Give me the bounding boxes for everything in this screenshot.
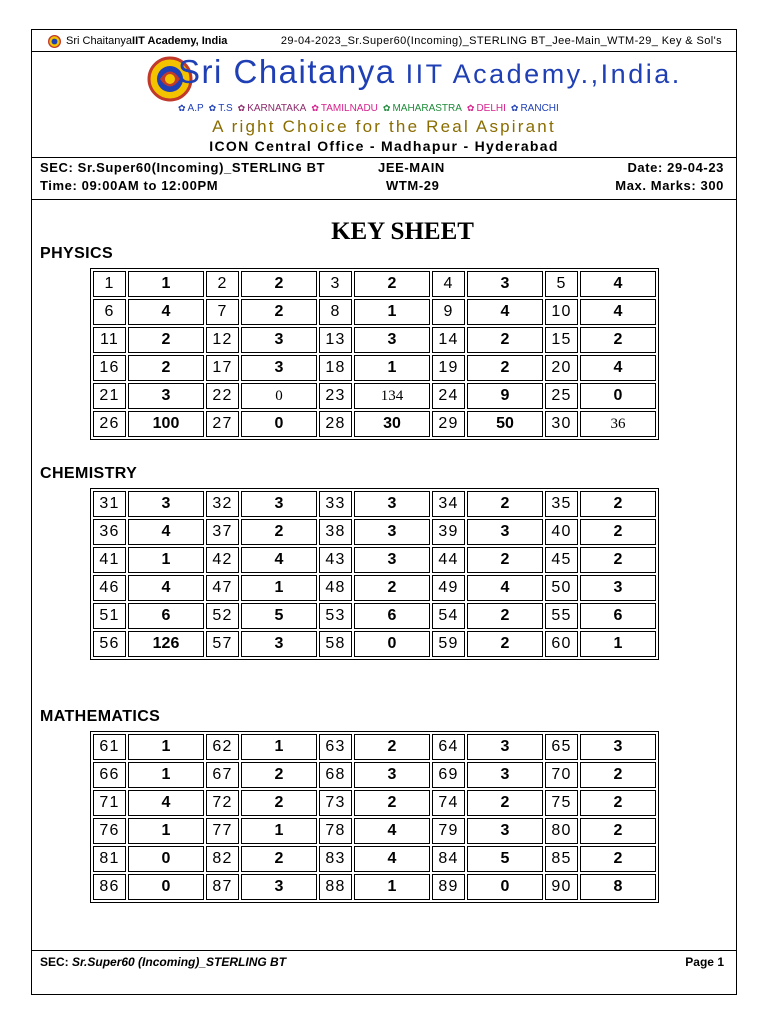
question-number: 90 (545, 874, 578, 900)
state-list (178, 103, 564, 114)
answer-value: 2 (580, 790, 656, 816)
answer-value: 0 (354, 631, 430, 657)
table-row (93, 327, 656, 353)
question-number: 32 (206, 491, 239, 517)
question-number: 27 (206, 411, 239, 437)
answer-value: 1 (354, 355, 430, 381)
answer-value: 6 (580, 603, 656, 629)
question-number: 54 (432, 603, 465, 629)
question-number: 71 (93, 790, 126, 816)
answer-value: 100 (128, 411, 204, 437)
answer-value: 1 (241, 818, 317, 844)
flower-bullet-icon: ✿ (466, 103, 475, 113)
answer-value: 2 (467, 355, 543, 381)
question-number: 64 (432, 734, 465, 760)
answer-value: 2 (241, 299, 317, 325)
question-number: 58 (319, 631, 352, 657)
question-number: 49 (432, 575, 465, 601)
section-info: SEC: Sr.Super60(Incoming)_STERLING BT (40, 160, 326, 175)
answer-value: 4 (580, 355, 656, 381)
answer-value: 30 (354, 411, 430, 437)
question-number: 2 (206, 271, 239, 297)
flower-bullet-icon: ✿ (178, 103, 186, 113)
state-label: TAMILNADU (320, 103, 378, 114)
flower-bullet-icon: ✿ (208, 103, 217, 113)
answer-value: 2 (467, 603, 543, 629)
question-number: 19 (432, 355, 465, 381)
institute-name-suffix: IIT Academy.,India. (395, 59, 682, 89)
table-row (93, 874, 656, 900)
table-row (93, 603, 656, 629)
answer-value: 5 (241, 603, 317, 629)
answer-value: 8 (580, 874, 656, 900)
question-number: 39 (432, 519, 465, 545)
answer-key-table (90, 268, 659, 440)
institute-logo-small-icon (48, 35, 61, 48)
table-row (93, 762, 656, 788)
answer-value: 2 (580, 547, 656, 573)
question-number: 69 (432, 762, 465, 788)
question-number: 74 (432, 790, 465, 816)
answer-value: 3 (241, 491, 317, 517)
page-number: Page 1 (685, 955, 724, 969)
answer-value: 4 (354, 818, 430, 844)
question-number: 30 (545, 411, 578, 437)
question-number: 68 (319, 762, 352, 788)
answer-value: 1 (128, 818, 204, 844)
question-number: 80 (545, 818, 578, 844)
answer-value: 2 (467, 790, 543, 816)
tagline: A right Choice for the Real Aspirant (212, 117, 556, 136)
question-number: 9 (432, 299, 465, 325)
question-number: 44 (432, 547, 465, 573)
answer-value: 2 (241, 790, 317, 816)
table-row (93, 519, 656, 545)
answer-value: 50 (467, 411, 543, 437)
state-item (467, 103, 506, 114)
key-sheet-title: KEY SHEET (331, 218, 474, 245)
question-number: 82 (206, 846, 239, 872)
answer-value: 1 (128, 271, 204, 297)
answer-value: 9 (467, 383, 543, 409)
answer-value: 4 (580, 271, 656, 297)
question-number: 50 (545, 575, 578, 601)
answer-value: 2 (241, 519, 317, 545)
question-number: 86 (93, 874, 126, 900)
answer-value: 2 (467, 547, 543, 573)
question-number: 59 (432, 631, 465, 657)
question-number: 77 (206, 818, 239, 844)
answer-value: 2 (241, 271, 317, 297)
question-number: 55 (545, 603, 578, 629)
institute-name (178, 53, 682, 91)
question-number: 57 (206, 631, 239, 657)
info-bottom-rule (31, 199, 737, 200)
answer-value: 3 (354, 547, 430, 573)
state-label: A.P (187, 103, 204, 114)
footer-rule (31, 950, 737, 951)
question-number: 37 (206, 519, 239, 545)
answer-key-table (90, 731, 659, 903)
answer-value: 3 (241, 631, 317, 657)
running-header-academy: IIT Academy, India (132, 35, 228, 47)
question-number: 34 (432, 491, 465, 517)
test-code: WTM-29 (386, 178, 440, 193)
question-number: 7 (206, 299, 239, 325)
question-number: 42 (206, 547, 239, 573)
answer-value: 3 (128, 383, 204, 409)
answer-value: 1 (580, 631, 656, 657)
question-number: 26 (93, 411, 126, 437)
question-number: 16 (93, 355, 126, 381)
answer-value: 4 (241, 547, 317, 573)
table-row (93, 491, 656, 517)
state-item (511, 103, 559, 114)
question-number: 63 (319, 734, 352, 760)
question-number: 84 (432, 846, 465, 872)
answer-value: 4 (128, 519, 204, 545)
answer-value: 3 (241, 874, 317, 900)
answer-value: 3 (128, 491, 204, 517)
answer-value: 2 (354, 271, 430, 297)
question-number: 4 (432, 271, 465, 297)
answer-value: 2 (580, 846, 656, 872)
subject-heading: CHEMISTRY (40, 465, 138, 482)
question-number: 81 (93, 846, 126, 872)
question-number: 72 (206, 790, 239, 816)
question-number: 46 (93, 575, 126, 601)
state-label: DELHI (476, 103, 506, 114)
office-address: ICON Central Office - Madhapur - Hyderabad (209, 138, 559, 154)
answer-value: 4 (354, 846, 430, 872)
answer-value: 2 (354, 734, 430, 760)
question-number: 14 (432, 327, 465, 353)
question-number: 8 (319, 299, 352, 325)
question-number: 15 (545, 327, 578, 353)
state-label: MAHARASTRA (392, 103, 462, 114)
exam-time: Time: 09:00AM to 12:00PM (40, 178, 219, 193)
state-label: RANCHI (520, 103, 559, 114)
question-number: 38 (319, 519, 352, 545)
answer-value: 3 (467, 762, 543, 788)
answer-value: 2 (467, 631, 543, 657)
question-number: 10 (545, 299, 578, 325)
question-number: 51 (93, 603, 126, 629)
answer-value: 3 (354, 519, 430, 545)
answer-value: 1 (128, 547, 204, 573)
question-number: 87 (206, 874, 239, 900)
question-number: 78 (319, 818, 352, 844)
answer-value: 2 (467, 327, 543, 353)
max-marks: Max. Marks: 300 (615, 178, 724, 193)
state-item (311, 103, 378, 114)
question-number: 67 (206, 762, 239, 788)
header-rule (31, 51, 737, 52)
answer-value: 0 (580, 383, 656, 409)
question-number: 1 (93, 271, 126, 297)
question-number: 20 (545, 355, 578, 381)
answer-value: 4 (467, 575, 543, 601)
answer-value: 4 (128, 575, 204, 601)
answer-value: 2 (241, 846, 317, 872)
table-row (93, 383, 656, 409)
question-number: 13 (319, 327, 352, 353)
question-number: 21 (93, 383, 126, 409)
answer-value: 1 (354, 299, 430, 325)
institute-name-main: Sri Chaitanya (178, 53, 396, 90)
flower-bullet-icon: ✿ (311, 103, 319, 113)
question-number: 65 (545, 734, 578, 760)
question-number: 40 (545, 519, 578, 545)
question-number: 76 (93, 818, 126, 844)
table-row (93, 271, 656, 297)
answer-value: 0 (241, 383, 317, 409)
answer-value: 4 (580, 299, 656, 325)
state-item (238, 103, 307, 114)
answer-value: 3 (354, 327, 430, 353)
answer-value: 2 (580, 818, 656, 844)
table-row (93, 575, 656, 601)
table-row (93, 818, 656, 844)
answer-value: 4 (128, 790, 204, 816)
question-number: 48 (319, 575, 352, 601)
answer-value: 5 (467, 846, 543, 872)
question-number: 73 (319, 790, 352, 816)
answer-value: 3 (467, 271, 543, 297)
question-number: 66 (93, 762, 126, 788)
question-number: 17 (206, 355, 239, 381)
info-row-2 (40, 178, 724, 196)
answer-value: 6 (354, 603, 430, 629)
question-number: 41 (93, 547, 126, 573)
exam-date: Date: 29-04-23 (627, 160, 724, 175)
question-number: 83 (319, 846, 352, 872)
answer-value: 6 (128, 603, 204, 629)
running-header-file-title: 29-04-2023_Sr.Super60(Incoming)_STERLING BT_Jee-Main_WTM-29_ Key & Sol's (280, 35, 722, 47)
answer-value: 2 (128, 327, 204, 353)
question-number: 62 (206, 734, 239, 760)
question-number: 3 (319, 271, 352, 297)
question-number: 6 (93, 299, 126, 325)
question-number: 85 (545, 846, 578, 872)
question-number: 70 (545, 762, 578, 788)
question-number: 28 (319, 411, 352, 437)
answer-value: 1 (128, 762, 204, 788)
table-row (93, 299, 656, 325)
answer-value: 2 (354, 790, 430, 816)
question-number: 18 (319, 355, 352, 381)
question-number: 36 (93, 519, 126, 545)
question-number: 22 (206, 383, 239, 409)
table-row (93, 631, 656, 657)
flower-bullet-icon: ✿ (237, 103, 246, 113)
question-number: 89 (432, 874, 465, 900)
question-number: 75 (545, 790, 578, 816)
state-label: KARNATAKA (247, 103, 307, 114)
answer-value: 0 (241, 411, 317, 437)
table-row (93, 734, 656, 760)
answer-value: 3 (467, 734, 543, 760)
answer-value: 2 (354, 575, 430, 601)
answer-value: 2 (580, 327, 656, 353)
answer-value: 3 (467, 519, 543, 545)
answer-value: 2 (128, 355, 204, 381)
question-number: 24 (432, 383, 465, 409)
table-row (93, 355, 656, 381)
question-number: 53 (319, 603, 352, 629)
table-row (93, 790, 656, 816)
question-number: 60 (545, 631, 578, 657)
footer-sec-value: Sr.Super60 (Incoming)_STERLING BT (72, 955, 287, 969)
question-number: 12 (206, 327, 239, 353)
running-header (36, 33, 728, 53)
answer-value: 2 (580, 519, 656, 545)
question-number: 11 (93, 327, 126, 353)
answer-value: 1 (241, 734, 317, 760)
question-number: 31 (93, 491, 126, 517)
info-top-rule (31, 157, 737, 158)
answer-value: 1 (241, 575, 317, 601)
question-number: 33 (319, 491, 352, 517)
page-footer (40, 955, 724, 969)
table-row (93, 547, 656, 573)
answer-value: 3 (354, 762, 430, 788)
question-number: 52 (206, 603, 239, 629)
question-number: 61 (93, 734, 126, 760)
exam-name: JEE-MAIN (378, 160, 445, 175)
answer-key-table (90, 488, 659, 660)
answer-value: 4 (467, 299, 543, 325)
question-number: 47 (206, 575, 239, 601)
answer-value: 2 (241, 762, 317, 788)
answer-value: 2 (467, 491, 543, 517)
answer-value: 1 (128, 734, 204, 760)
question-number: 35 (545, 491, 578, 517)
answer-value: 36 (580, 411, 656, 437)
answer-value: 0 (467, 874, 543, 900)
table-row (93, 411, 656, 437)
answer-value: 1 (354, 874, 430, 900)
answer-value: 4 (128, 299, 204, 325)
state-item (178, 103, 204, 114)
subject-heading: PHYSICS (40, 245, 114, 262)
subject-heading: MATHEMATICS (40, 708, 161, 725)
question-number: 23 (319, 383, 352, 409)
question-number: 88 (319, 874, 352, 900)
info-row-1 (40, 160, 724, 178)
answer-value: 3 (241, 355, 317, 381)
running-header-institute: Sri Chaitanya (66, 35, 133, 47)
answer-value: 0 (128, 846, 204, 872)
answer-value: 3 (467, 818, 543, 844)
question-number: 25 (545, 383, 578, 409)
answer-value: 3 (580, 734, 656, 760)
question-number: 29 (432, 411, 465, 437)
answer-value: 3 (354, 491, 430, 517)
question-number: 45 (545, 547, 578, 573)
state-item (209, 103, 233, 114)
question-number: 5 (545, 271, 578, 297)
question-number: 56 (93, 631, 126, 657)
footer-sec-label: SEC: (40, 955, 73, 969)
answer-value: 3 (580, 575, 656, 601)
question-number: 43 (319, 547, 352, 573)
answer-value: 126 (128, 631, 204, 657)
answer-value: 134 (354, 383, 430, 409)
state-label: T.S (218, 103, 233, 114)
answer-value: 2 (580, 491, 656, 517)
answer-value: 0 (128, 874, 204, 900)
flower-bullet-icon: ✿ (382, 103, 391, 113)
table-row (93, 846, 656, 872)
answer-value: 3 (241, 327, 317, 353)
answer-value: 2 (580, 762, 656, 788)
question-number: 79 (432, 818, 465, 844)
state-item (383, 103, 462, 114)
flower-bullet-icon: ✿ (510, 103, 519, 113)
